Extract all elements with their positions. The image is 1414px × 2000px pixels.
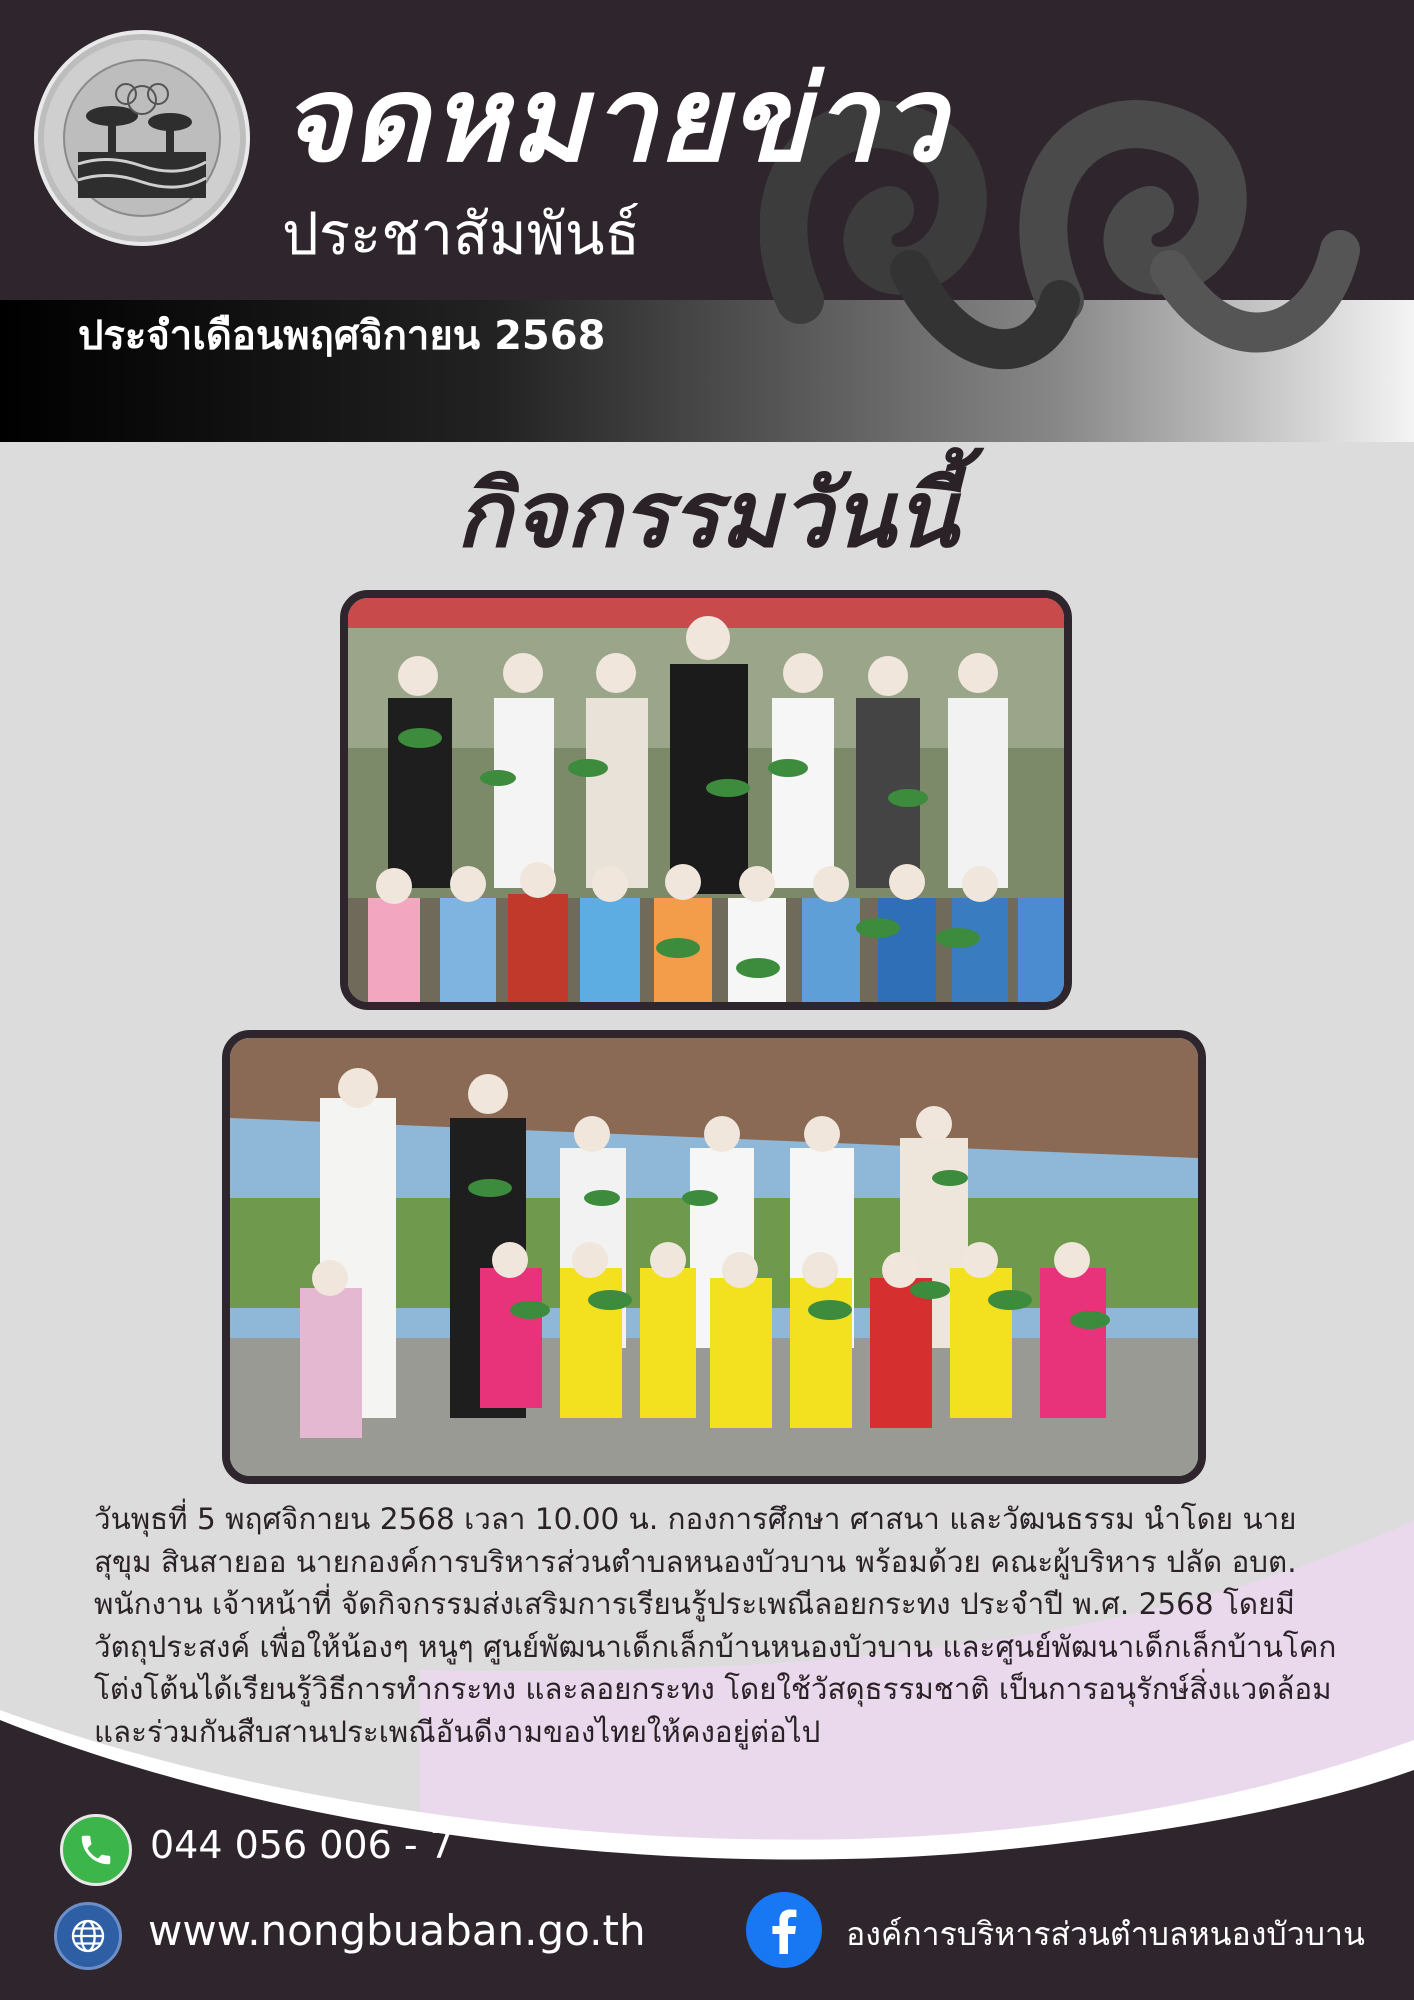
phone-number: 044 056 006 - 7 [150, 1823, 454, 1867]
globe-icon [54, 1902, 122, 1970]
newsletter-title: จดหมายข่าว [280, 49, 948, 188]
facebook-icon[interactable] [746, 1892, 822, 1968]
activity-photo-group-pavilion [222, 1030, 1206, 1484]
section-title: กิจกรรมวันนี้ [455, 460, 959, 568]
article-body: วันพุธที่ 5 พฤศจิกายน 2568 เวลา 10.00 น. กองการศึกษา ศาสนา และวัฒนธรรม นำโดย นายสุขุม สินสายออ นายกองค์การบริหารส่วนตำบลหนองบัวบาน พร้อมด้วย คณะผู้บริหาร ปลัด อบต. พนักงาน เจ้าหน้าที่ จัดกิจกรรมส่งเสริมการเรียนรู้ประเพณีลอยกระทง ประจำปี พ.ศ. 2568 โดยมีวัตถุประสงค์ เพื่อให้น้องๆ หนูๆ ศูนย์พัฒนาเด็กเล็กบ้านหนองบัวบาน และศูนย์พัฒนาเด็กเล็กบ้านโคกโต่งโต้นได้เรียนรู้วิธีการทำกระทง และลอยกระทง โดยใช้วัสดุธรรมชาติ เป็นการอนุรักษ์สิ่งแวดล้อม และร่วมกันสืบสานประเพณีอันดีงามของไทยให้คงอยู่ต่อไป [94, 1502, 1337, 1749]
newsletter-subtitle: ประชาสัมพันธ์ [282, 200, 640, 268]
activity-photo-group-standing [340, 590, 1072, 1010]
website-link[interactable]: www.nongbuaban.go.th [148, 1906, 646, 1955]
phone-icon [60, 1814, 132, 1886]
municipal-seal-icon [34, 30, 250, 246]
facebook-page-name[interactable]: องค์การบริหารส่วนตำบลหนองบัวบาน [846, 1915, 1365, 1953]
issue-month: ประจำเดือนพฤศจิกายน 2568 [78, 313, 606, 359]
